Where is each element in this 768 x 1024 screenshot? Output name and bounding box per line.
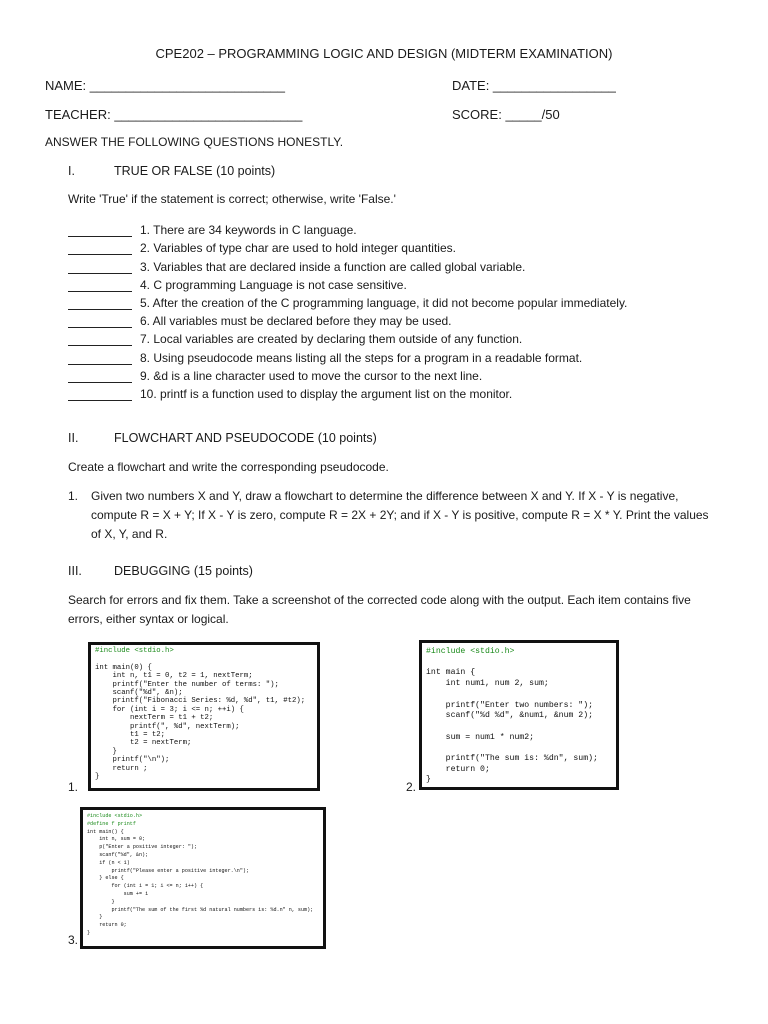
- true-false-statement: 8. Using pseudocode means listing all the steps for a program in a readable format.: [140, 350, 583, 365]
- code-line: return 0;: [426, 764, 490, 774]
- code-line: return 0;: [87, 922, 127, 929]
- code-3-label: 3.: [68, 933, 79, 947]
- answer-blank[interactable]: [68, 333, 132, 346]
- instruction-text: ANSWER THE FOLLOWING QUESTIONS HONESTLY.: [45, 135, 344, 149]
- code-line: t2 = nextTerm;: [95, 739, 192, 748]
- answer-blank[interactable]: [68, 315, 132, 328]
- code-screenshot-3: [80, 807, 326, 949]
- true-false-item: [68, 255, 748, 273]
- code-line: }: [95, 747, 117, 756]
- section-2-question-line-3: of X, Y, and R.: [91, 527, 168, 541]
- true-false-item: [68, 219, 748, 237]
- code-line: t1 = t2;: [95, 731, 166, 740]
- code-1-label: 1.: [68, 780, 79, 794]
- true-false-item: [68, 237, 748, 255]
- answer-blank[interactable]: [68, 352, 132, 365]
- answer-blank[interactable]: [68, 279, 132, 292]
- code-line: printf("Fibonacci Series: %d, %d", t1, #t2);: [95, 697, 306, 706]
- date-field[interactable]: DATE: _________________: [452, 78, 616, 93]
- section-1-directions: Write 'True' if the statement is correct; otherwise, write 'False.': [68, 192, 396, 206]
- answer-blank[interactable]: [68, 224, 132, 237]
- answer-blank[interactable]: [68, 242, 132, 255]
- code-line: }: [95, 773, 100, 782]
- section-2-roman: II.: [68, 431, 79, 445]
- code-1-listing: [91, 645, 317, 784]
- true-false-item: [68, 274, 748, 292]
- code-line: scanf("%d", &n);: [95, 689, 183, 698]
- section-1-heading: [68, 164, 275, 178]
- code-line: [426, 722, 612, 733]
- section-3-roman: III.: [68, 564, 82, 578]
- true-false-statement: 1. There are 34 keywords in C language.: [140, 223, 357, 238]
- true-false-item: [68, 383, 748, 401]
- code-line: scanf("%d %d", &num1, &num 2);: [426, 711, 594, 721]
- code-line: int main() {: [87, 828, 124, 835]
- true-false-item: [68, 310, 748, 328]
- code-line: printf("The sum of the first %d natural numbers is: %d.n" n, sum);: [87, 906, 314, 913]
- code-line: printf("Enter two numbers: ");: [426, 700, 594, 710]
- answer-blank[interactable]: [68, 388, 132, 401]
- section-1-title: TRUE OR FALSE (10 points): [114, 164, 276, 178]
- code-line: }: [87, 898, 115, 905]
- true-false-list: [68, 219, 748, 401]
- section-3-title: DEBUGGING (15 points): [114, 564, 253, 578]
- code-line: printf("\n");: [95, 756, 170, 765]
- code-3-listing: [83, 810, 323, 941]
- code-line: int main(0) {: [95, 663, 152, 672]
- code-line: printf("Enter the number of terms: ");: [95, 680, 279, 689]
- code-screenshot-1: [88, 642, 320, 791]
- score-field[interactable]: SCORE: _____/50: [452, 107, 560, 122]
- code-line: [426, 690, 612, 701]
- code-line: int main {: [426, 668, 476, 678]
- true-false-item: [68, 328, 748, 346]
- section-3-directions-line-2: errors, either syntax or logical.: [68, 612, 229, 626]
- code-2-label: 2.: [406, 780, 417, 794]
- code-line: p("Enter a positive integer: ");: [87, 844, 198, 851]
- code-2-listing: [422, 643, 616, 790]
- section-1-roman: I.: [68, 164, 75, 178]
- section-2-question-line-1: Given two numbers X and Y, draw a flowchart to determine the difference between X and Y. If X - Y is negative,: [91, 489, 679, 503]
- section-2-question-line-2: compute R = X + Y; If X - Y is zero, compute R = 2X + 2Y; and if X - Y is positive, compute R = X * Y. Print the values: [91, 508, 709, 522]
- section-2-question-number: 1.: [68, 489, 79, 503]
- code-line: printf("The sum is: %dn", sum);: [426, 754, 598, 764]
- teacher-field[interactable]: TEACHER: __________________________: [45, 107, 303, 122]
- code-line: nextTerm = t1 + t2;: [95, 714, 214, 723]
- true-false-statement: 10. printf is a function used to display the argument list on the monitor.: [140, 386, 513, 401]
- answer-blank[interactable]: [68, 297, 132, 310]
- answer-blank[interactable]: [68, 261, 132, 274]
- code-line: int n, sum = 0;: [87, 836, 146, 843]
- code-line: for (int i = 3; i <= n; ++i) {: [95, 705, 244, 714]
- code-line: return ;: [95, 764, 148, 773]
- true-false-item: [68, 346, 748, 364]
- code-line: printf(", %d", nextTerm);: [95, 722, 240, 731]
- code-line: }: [426, 775, 431, 785]
- code-line: sum += i: [87, 890, 149, 897]
- code-line: int num1, num 2, sum;: [426, 679, 549, 689]
- code-line: sum = num1 * num2;: [426, 732, 535, 742]
- code-line: if (n < 1): [87, 859, 130, 866]
- code-line: }: [87, 914, 103, 921]
- code-line: [95, 655, 313, 663]
- answer-blank[interactable]: [68, 370, 132, 383]
- code-line: } else {: [87, 875, 124, 882]
- section-2-heading: [68, 431, 377, 445]
- true-false-statement: 5. After the creation of the C programming language, it did not become popular immediately.: [140, 295, 628, 310]
- code-line: [426, 658, 612, 669]
- true-false-statement: 4. C programming Language is not case sensitive.: [140, 277, 407, 292]
- section-2-directions: Create a flowchart and write the corresponding pseudocode.: [68, 460, 389, 474]
- code-line: #include <stdio.h>: [87, 813, 143, 819]
- exam-title: CPE202 – PROGRAMMING LOGIC AND DESIGN (MIDTERM EXAMINATION): [155, 46, 613, 61]
- true-false-item: [68, 365, 748, 383]
- true-false-item: [68, 292, 748, 310]
- name-field[interactable]: NAME: ___________________________: [45, 78, 285, 93]
- code-line: #include <stdio.h>: [426, 647, 515, 656]
- section-3-directions-line-1: Search for errors and fix them. Take a screenshot of the corrected code along with the output. Each item contains five: [68, 593, 691, 607]
- true-false-statement: 6. All variables must be declared before they may be used.: [140, 314, 452, 329]
- true-false-statement: 3. Variables that are declared inside a function are called global variable.: [140, 259, 526, 274]
- section-2-title: FLOWCHART AND PSEUDOCODE (10 points): [114, 431, 377, 445]
- code-line: [426, 743, 612, 754]
- code-screenshot-2: [419, 640, 619, 790]
- code-line: #include <stdio.h>: [95, 647, 174, 655]
- true-false-statement: 9. &d is a line character used to move the cursor to the next line.: [140, 368, 483, 383]
- code-line: #define f printf: [87, 820, 136, 827]
- true-false-statement: 7. Local variables are created by declaring them outside of any function.: [140, 332, 523, 347]
- code-line: int n, t1 = 0, t2 = 1, nextTerm;: [95, 672, 253, 681]
- code-line: printf("Please enter a positive integer.\n");: [87, 867, 250, 874]
- code-line: }: [87, 929, 91, 936]
- code-line: scanf("%d", &n);: [87, 851, 149, 858]
- code-line: for (int i = 1; i <= n; i++) {: [87, 883, 204, 890]
- true-false-statement: 2. Variables of type char are used to hold integer quantities.: [140, 241, 456, 256]
- section-3-heading: [68, 564, 253, 578]
